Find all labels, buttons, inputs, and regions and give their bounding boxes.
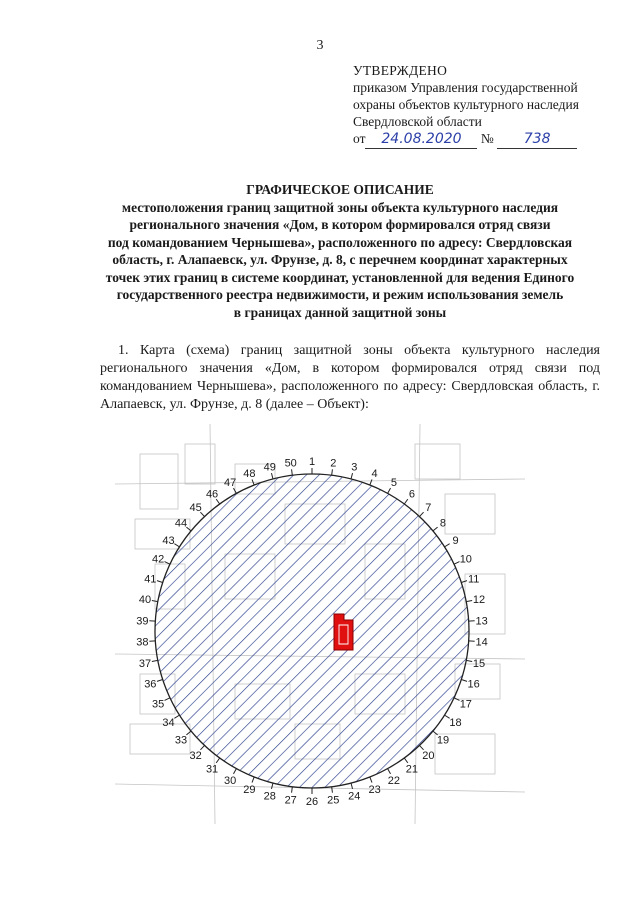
boundary-point-label: 46 xyxy=(205,488,219,501)
boundary-point-tick xyxy=(404,758,408,763)
number-label: № xyxy=(480,131,494,146)
boundary-point-label: 33 xyxy=(174,734,188,747)
boundary-point-label: 22 xyxy=(387,774,401,787)
boundary-point-tick xyxy=(216,758,220,763)
boundary-point-tick xyxy=(252,777,254,783)
boundary-point-label: 12 xyxy=(472,594,486,607)
boundary-point-tick xyxy=(445,544,450,547)
boundary-point-label: 2 xyxy=(330,457,337,470)
handwritten-date: 24.08.2020 xyxy=(381,131,462,147)
heading-line: область, г. Алапаевск, ул. Фрунзе, д. 8, с перечнем координат характерных xyxy=(112,252,568,267)
boundary-point-tick xyxy=(332,787,333,793)
boundary-point-label: 15 xyxy=(472,657,486,670)
boundary-point-label: 29 xyxy=(243,784,256,797)
approval-signature-line xyxy=(353,130,638,149)
boundary-point-label: 24 xyxy=(348,790,361,803)
boundary-point-label: 8 xyxy=(439,517,447,530)
approval-line-3: Свердловской области xyxy=(353,114,482,129)
boundary-point-tick xyxy=(271,783,272,789)
boundary-point-label: 37 xyxy=(138,657,152,670)
boundary-point-tick xyxy=(466,660,472,661)
section-1-paragraph xyxy=(100,342,600,414)
boundary-point-label: 4 xyxy=(371,467,378,480)
boundary-point-label: 48 xyxy=(243,467,256,480)
heading-line: местоположения границ защитной зоны объекта культурного наследия xyxy=(121,199,559,215)
boundary-point-label: 43 xyxy=(162,534,175,547)
boundary-point-label: 16 xyxy=(467,678,480,691)
boundary-point-tick xyxy=(271,473,272,479)
boundary-point-label: 13 xyxy=(475,615,488,628)
boundary-point-tick xyxy=(152,600,158,601)
heading-line: в границах данной защитной зоны xyxy=(233,304,447,320)
boundary-point-label: 49 xyxy=(263,461,276,474)
boundary-point-label: 42 xyxy=(152,553,165,566)
boundary-point-label: 25 xyxy=(327,794,340,807)
boundary-point-tick xyxy=(466,600,472,601)
boundary-point-tick xyxy=(461,680,467,682)
boundary-point-label: 6 xyxy=(408,488,415,501)
heading-title: ГРАФИЧЕСКОЕ ОПИСАНИЕ xyxy=(246,182,434,197)
boundary-point-label: 11 xyxy=(467,573,480,586)
boundary-point-label: 40 xyxy=(138,594,152,607)
boundary-point-label: 10 xyxy=(459,553,472,566)
boundary-point-label: 41 xyxy=(144,573,157,586)
boundary-point-tick xyxy=(433,527,438,531)
boundary-point-label: 35 xyxy=(152,698,165,711)
boundary-point-tick xyxy=(404,499,408,504)
boundary-point-tick xyxy=(370,777,372,783)
approval-title: УТВЕРЖДЕНО xyxy=(353,63,448,78)
boundary-point-label: 44 xyxy=(174,517,188,530)
boundary-point-tick xyxy=(370,479,372,485)
boundary-point-label: 31 xyxy=(205,763,219,776)
protection-zone-circle xyxy=(155,474,469,788)
boundary-point-label: 17 xyxy=(459,698,472,711)
document-heading xyxy=(60,181,620,321)
boundary-point-tick xyxy=(157,680,163,682)
boundary-point-tick xyxy=(351,783,352,789)
approval-line-2: охраны объектов культурного наследия xyxy=(353,97,579,112)
boundary-point-label: 23 xyxy=(368,784,381,797)
boundary-point-tick xyxy=(388,769,391,774)
boundary-point-label: 38 xyxy=(136,636,149,649)
heading-line: точек этих границ в системе координат, установленной для ведения Единого xyxy=(105,269,575,285)
boundary-point-tick xyxy=(152,660,158,661)
from-label: от xyxy=(353,131,366,146)
handwritten-number: 738 xyxy=(523,131,551,147)
boundary-point-label: 26 xyxy=(305,796,319,808)
boundary-point-label: 39 xyxy=(136,615,149,628)
boundary-point-label: 47 xyxy=(223,477,237,490)
boundary-point-label: 27 xyxy=(284,794,297,807)
boundary-point-tick xyxy=(292,469,293,475)
heading-line: государственного реестра недвижимости, и режим использования земель xyxy=(116,287,564,302)
boundary-point-tick xyxy=(174,544,179,547)
boundary-point-label: 9 xyxy=(452,534,459,547)
boundary-point-tick xyxy=(174,715,179,718)
boundary-point-label: 20 xyxy=(422,749,435,762)
zone-map-svg xyxy=(115,424,525,824)
boundary-point-label: 7 xyxy=(425,502,432,515)
boundary-point-tick xyxy=(332,469,333,475)
boundary-point-tick xyxy=(233,769,236,774)
approval-line-1: приказом Управления государственной xyxy=(353,80,578,95)
boundary-point-tick xyxy=(454,562,459,565)
boundary-point-label: 36 xyxy=(144,678,157,691)
heading-line: под командованием Чернышева», расположенного по адресу: Свердловская xyxy=(107,234,573,250)
boundary-point-tick xyxy=(419,512,423,516)
boundary-point-label: 32 xyxy=(189,749,202,762)
boundary-point-label: 28 xyxy=(263,790,276,803)
boundary-point-label: 19 xyxy=(436,734,450,747)
boundary-point-label: 34 xyxy=(162,717,175,730)
protection-zone-map xyxy=(115,424,525,824)
boundary-point-label: 1 xyxy=(308,456,316,468)
heading-line: регионального значения «Дом, в котором формировался отряд связи xyxy=(129,217,551,232)
boundary-point-label: 14 xyxy=(475,636,488,649)
boundary-point-tick xyxy=(351,473,352,479)
page-number: 3 xyxy=(316,38,324,53)
boundary-point-label: 45 xyxy=(189,502,202,515)
boundary-point-label: 50 xyxy=(284,457,297,470)
boundary-point-label: 5 xyxy=(390,477,397,490)
paragraph-text: 1. Карта (схема) границ защитной зоны объекта культурного наследия регионального значения «Дом, в котором формировался отряд связи под командованием Чернышева», расположенного по адресу: Свердловская область, г. Алапаевск, ул. Фрунзе, д. 8 (далее – Объект): xyxy=(100,343,600,412)
boundary-point-tick xyxy=(165,698,170,701)
approval-block xyxy=(353,62,638,149)
boundary-point-label: 18 xyxy=(449,717,462,730)
boundary-point-label: 30 xyxy=(223,774,237,787)
boundary-point-tick xyxy=(461,581,467,583)
boundary-point-label: 21 xyxy=(405,763,419,776)
boundary-point-label: 3 xyxy=(351,461,358,474)
boundary-point-tick xyxy=(157,581,163,583)
